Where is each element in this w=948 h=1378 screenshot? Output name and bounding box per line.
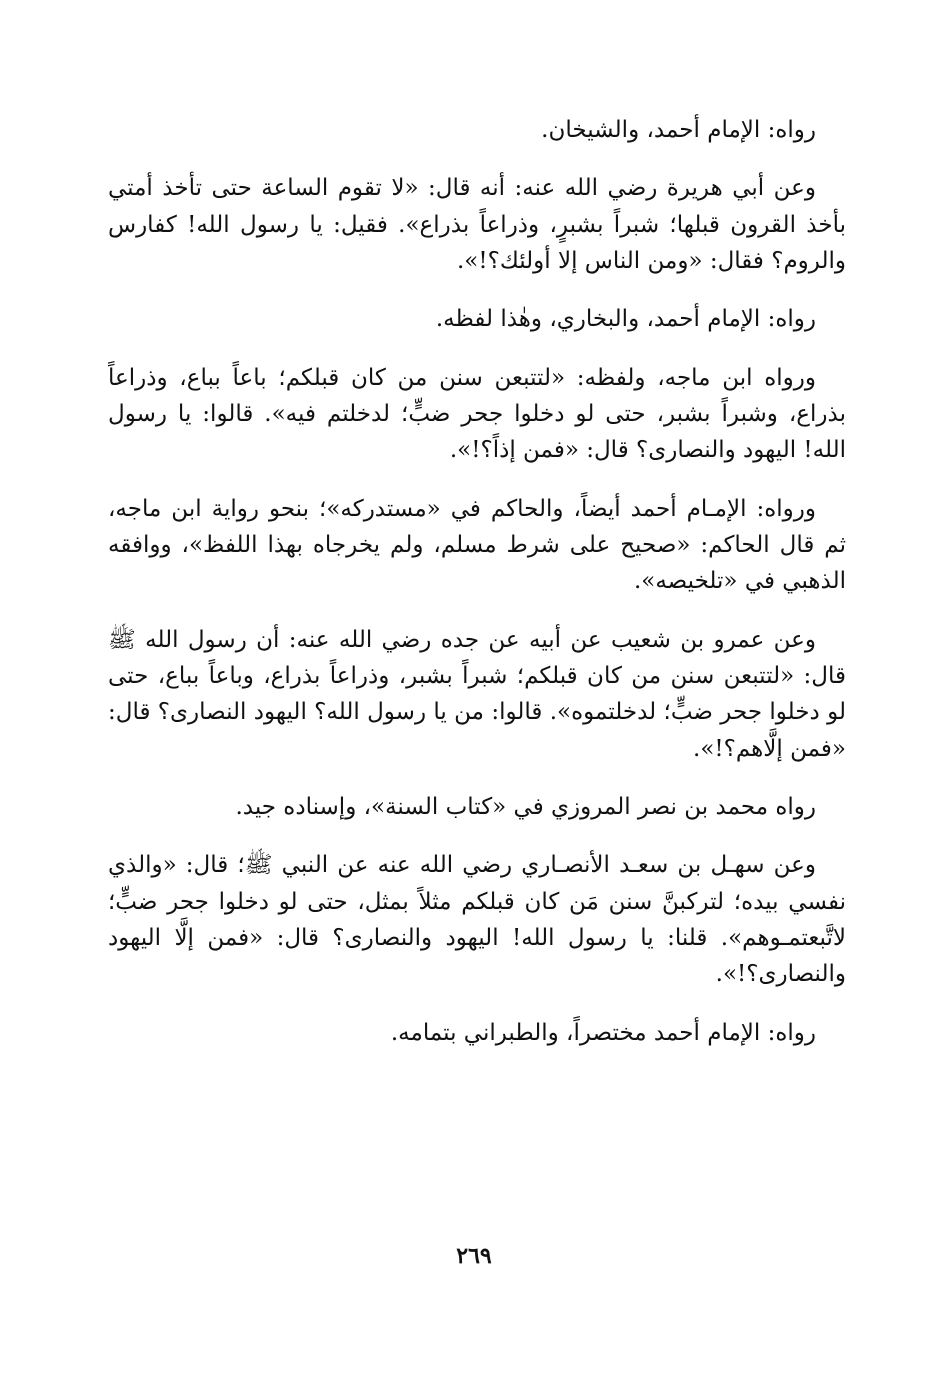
paragraph-hadith-amr: وعن عمرو بن شعيب عن أبيه عن جده رضي الله عنه: أن رسول الله ﷺ قال: «لتتبعن سنن من كان قبلكم؛ شبراً بشبر، وذراعاً بذراع، وباعاً بباع، حتى لو دخلوا جحر ضبٍّ؛ لدخلتموه». قالوا: من يا رسول الله؟ اليهود النصارى؟ قال: «فمن إلَّاهم؟!». [108,626,846,762]
paragraph-narration-marwazi: رواه محمد بن نصر المروزي في «كتاب السنة»، وإسناده جيد. [235,793,816,820]
paragraph-hakim: ورواه: الإمـام أحمد أيضاً، والحاكم في «مستدركه»؛ بنحو رواية ابن ماجه، ثم قال الحاكم: «صحيح على شرط مسلم، ولم يخرجاه بهذا اللفظ»، ووافقه الذهبي في «تلخيصه». [108,495,846,595]
paragraph-narration-1: رواه: الإمام أحمد، والشيخان. [541,117,816,143]
paragraph-narration-2: رواه: الإمام أحمد، والبخاري، وهٰذا لفظه. [435,306,816,333]
paragraph-ibn-majah: ورواه ابن ماجه، ولفظه: «لتتبعن سنن من كان قبلكم؛ باعاً بباع، وذراعاً بذراع، وشبراً بشبر، حتى لو دخلوا جحر ضبٍّ؛ لدخلتم فيه». قالوا: يا رسول الله! اليهود والنصارى؟ قال: «فمن إذاً؟!». [108,364,846,464]
body-text [108,112,846,1073]
paragraph-narration-tabarani: رواه: الإمام أحمد مختصراً، والطبراني بتمامه. [390,1019,816,1046]
page-number: ٢٦٩ [456,1243,492,1269]
paragraph-hadith-abu-hurayra: وعن أبي هريرة رضي الله عنه: أنه قال: «لا تقوم الساعة حتى تأخذ أمتي بأخذ القرون قبلها؛ شبراً بشبرٍ، وذراعاً بذراع». فقيل: يا رسول الله! كفارس والروم؟ فقال: «ومن الناس إلا أولئك؟!». [108,175,846,274]
paragraph-hadith-sahl: وعن سهـل بن سعـد الأنصـاري رضي الله عنه عن النبي ﷺ؛ قال: «والذي نفسي بيده؛ لتركبنَّ سنن مَن كان قبلكم مثلاً بمثل، حتى لو دخلوا جحر ضبٍّ؛ لاتَّبعتمـوهم». قلنا: يا رسول الله! اليهود والنصارى؟ قال: «فمن إلَّا اليهود والنصارى؟!». [108,852,846,988]
